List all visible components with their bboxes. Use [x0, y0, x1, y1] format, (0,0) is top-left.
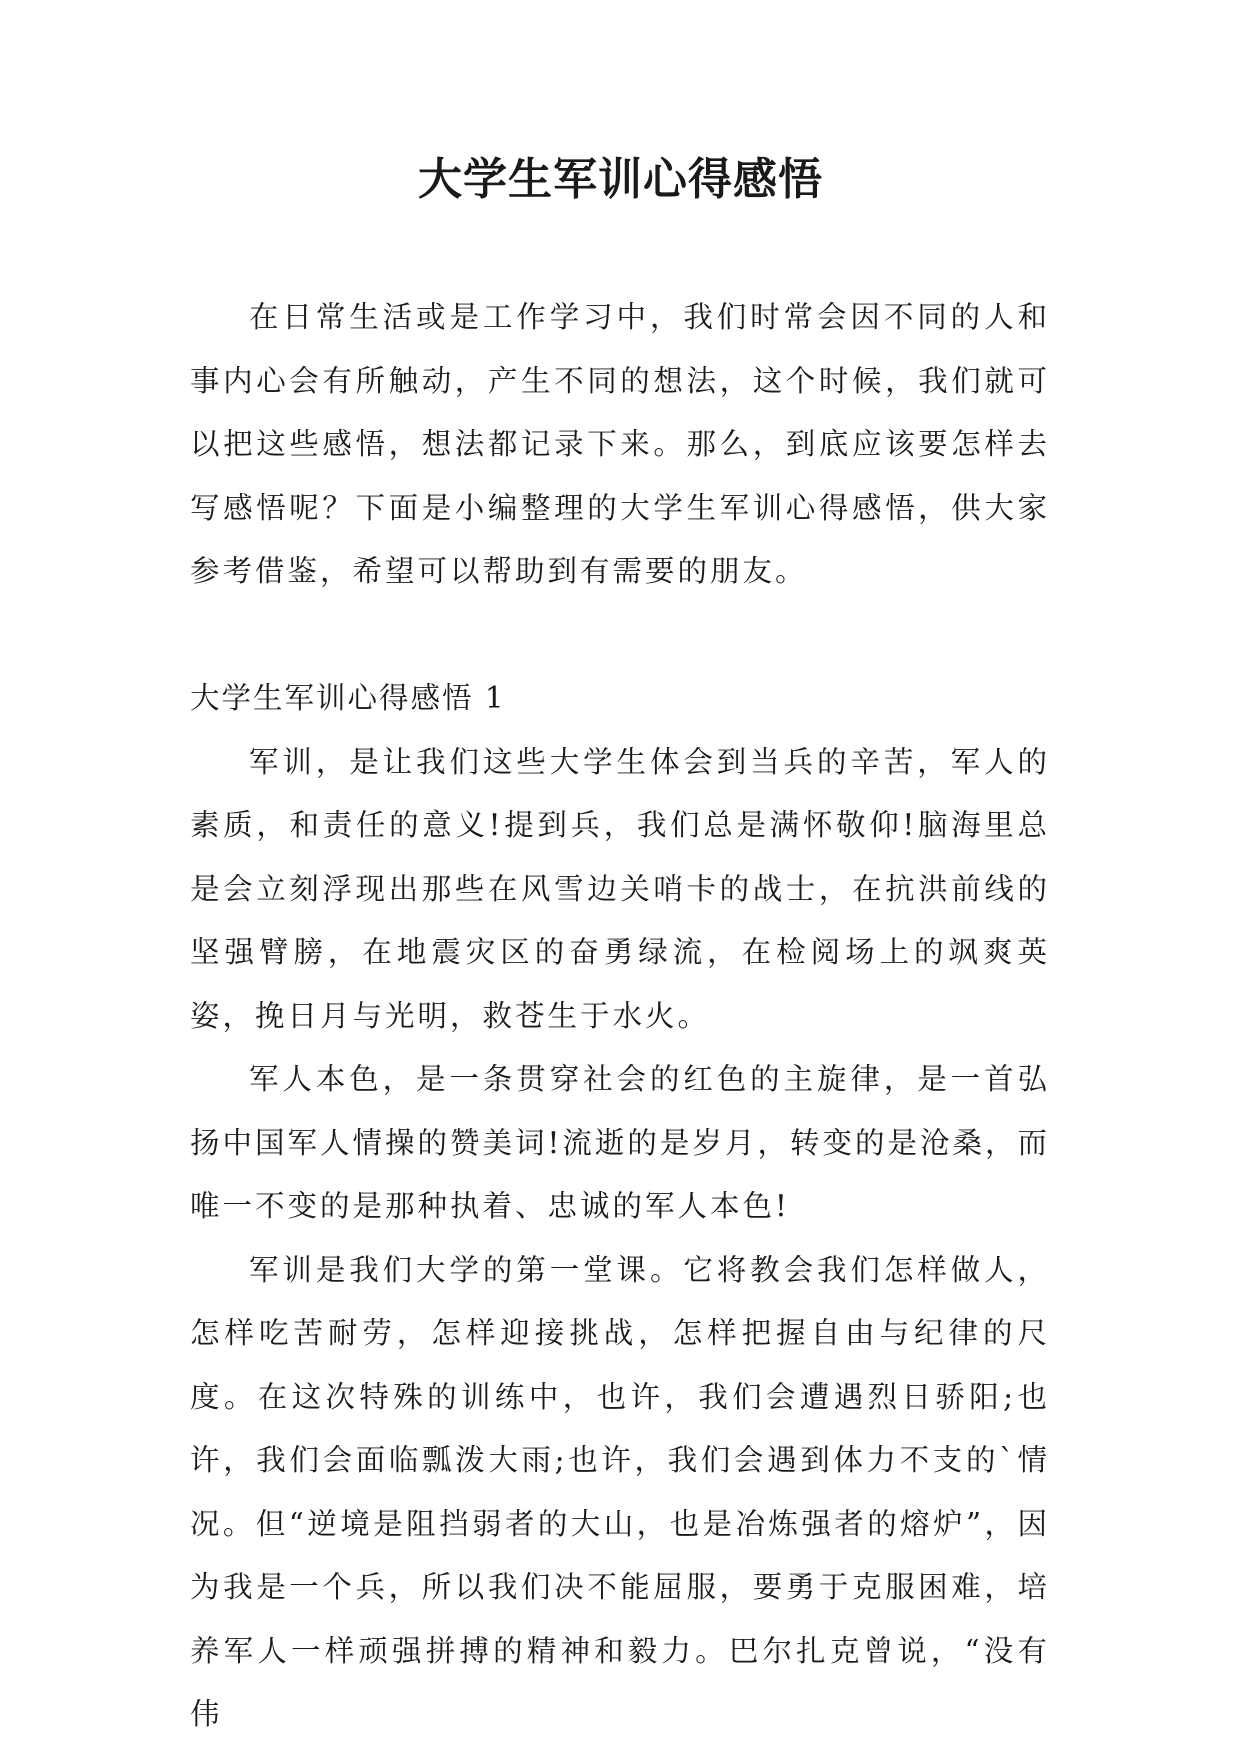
document-body [190, 286, 1050, 1747]
section-heading: 大学生军训心得感悟 1 [190, 681, 506, 715]
body-paragraph-1: 军训，是让我们这些大学生体会到当兵的辛苦，军人的素质，和责任的意义!提到兵，我们总是满怀敬仰!脑海里总是会立刻浮现出那些在风雪边关哨卡的战士，在抗洪前线的坚强臂膀，在地震灾区的奋勇绿流，在检阅场上的飒爽英姿，挽日月与光明，救苍生于水火。 [190, 744, 1050, 1033]
page-title: 大学生军训心得感悟 [418, 154, 823, 205]
body-paragraph-2: 军人本色，是一条贯穿社会的红色的主旋律，是一首弘扬中国军人情操的赞美词!流逝的是岁月，转变的是沧桑，而唯一不变的是那种执着、忠诚的军人本色! [190, 1062, 1050, 1223]
body-paragraph-3: 军训是我们大学的第一堂课。它将教会我们怎样做人，怎样吃苦耐劳，怎样迎接挑战，怎样把握自由与纪律的尺度。在这次特殊的训练中，也许，我们会遭遇烈日骄阳;也许，我们会面临瓢泼大雨;也许，我们会遇到体力不支的`情况。但“逆境是阻挡弱者的大山，也是冶炼强者的熔炉”，因为我是一个兵，所以我们决不能屈服，要勇于克服困难，培养军人一样顽强拼搏的精神和毅力。巴尔扎克曾说，“没有伟 [190, 1252, 1050, 1731]
intro-paragraph: 在日常生活或是工作学习中，我们时常会因不同的人和事内心会有所触动，产生不同的想法，这个时候，我们就可以把这些感悟，想法都记录下来。那么，到底应该要怎样去写感悟呢？下面是小编整理的大学生军训心得感悟，供大家参考借鉴，希望可以帮助到有需要的朋友。 [190, 300, 1050, 588]
